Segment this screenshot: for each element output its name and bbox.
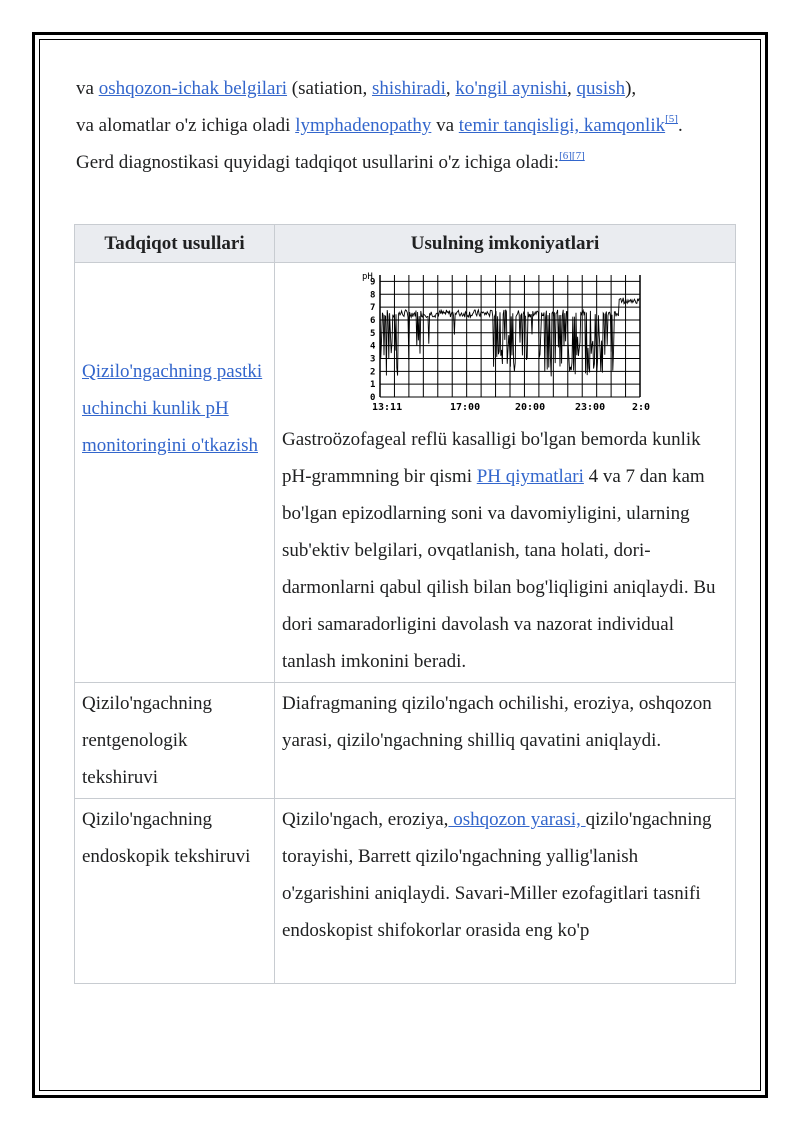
ph-x-tick: 17:00 [450, 402, 481, 413]
description-cell: Diafragmaning qizilo'ngach ochilishi, eroziya, oshqozon yarasi, qizilo'ngachning shilliq qavatini aniqlaydi. [275, 683, 736, 799]
diagnostics-table [74, 224, 736, 984]
reference-6-7[interactable]: [6][7] [559, 150, 585, 162]
method-cell: Qizilo'ngachning endoskopik tekshiruvi [75, 799, 275, 984]
intro-line-2: va alomatlar o'z ichiga oladi lymphadenopathy va temir tanqisligi, kamqonlik[5]. [76, 113, 683, 136]
ph-x-tick: 23:00 [575, 402, 606, 413]
ph-y-tick: 6 [370, 315, 376, 326]
ph-y-tick: 0 [370, 393, 376, 403]
reference-5[interactable]: [5] [665, 113, 678, 125]
link-ph-monitoring[interactable]: Qizilo'ngachning pastki uchinchi kunlik pH monitoringini o'tkazish [82, 361, 263, 456]
ph-y-tick: 3 [370, 354, 376, 365]
table-header-row [75, 225, 736, 263]
ph-y-tick: 7 [370, 303, 376, 314]
ph-y-tick: 9 [370, 277, 376, 288]
ph-y-tick: 8 [370, 290, 376, 301]
table-row [75, 263, 736, 683]
method-cell [75, 263, 275, 683]
link-vomiting[interactable]: qusish [576, 78, 626, 99]
intro-line-3: Gerd diagnostikasi quyidagi tadqiqot usullarini o'z ichiga oladi:[6][7] [76, 150, 585, 173]
header-methods: Tadqiqot usullari [75, 225, 275, 263]
ph-y-tick: 1 [370, 380, 376, 391]
ph-x-tick: 20:00 [515, 402, 546, 413]
intro-line-1: va oshqozon-ichak belgilari (satiation, shishiradi, ko'ngil aynishi, qusish), [76, 78, 637, 99]
ph-y-tick: 5 [370, 328, 376, 339]
ph-graph [360, 269, 650, 415]
header-capabilities: Usulning imkoniyatlari [275, 225, 736, 263]
link-lymphadenopathy[interactable]: lymphadenopathy [295, 115, 432, 136]
table-row [75, 799, 736, 984]
link-stomach-ulcer[interactable]: oshqozon yarasi, [448, 809, 586, 830]
ph-x-tick: 2:0 [632, 402, 650, 413]
ph-axis-label: pH [362, 272, 373, 282]
link-ph-values[interactable]: PH qiymatlari [476, 466, 584, 487]
intro-text [76, 70, 738, 181]
link-bloating[interactable]: shishiradi [372, 78, 446, 99]
link-nausea[interactable]: ko'ngil aynishi [455, 78, 568, 99]
link-gastro-symptoms[interactable]: oshqozon-ichak belgilari [98, 78, 288, 99]
description-cell: pH 9 8 7 6 5 4 3 2 1 0 13:11 17:00 20:00 23:00 2:0 Gastroözofageal reflü kasalligi bo'lgan bemorda kunlik pH-grammning bir qismi PH qiymatlari 4 va 7 dan kam bo'lgan epizodlarning soni va davomiyligini, ularning sub'ektiv belgilari, ovqatlanish, tana holati, dori-darmonlarni qabul qilish bilan bog'liqligini aniqlaydi. Bu dori samaradorligini davolash va nazorat individual tanlash imkonini beradi. [275, 263, 736, 683]
ph-graph-image [282, 265, 728, 421]
ph-y-tick: 2 [370, 367, 376, 378]
link-iron-deficiency-anemia[interactable]: temir tanqisligi, kamqonlik [458, 115, 666, 136]
method-cell: Qizilo'ngachning rentgenologik tekshiruvi [75, 683, 275, 799]
ph-y-tick: 4 [370, 341, 376, 352]
description-cell: Qizilo'ngach, eroziya, oshqozon yarasi, qizilo'ngachning torayishi, Barrett qizilo'ngachning yallig'lanish o'zgarishini aniqlaydi. Savari-Miller ezofagitlari tasnifi endoskopist shifokorlar orasida eng ko'p [275, 799, 736, 984]
table-row [75, 683, 736, 799]
ph-x-tick: 13:11 [372, 402, 403, 413]
